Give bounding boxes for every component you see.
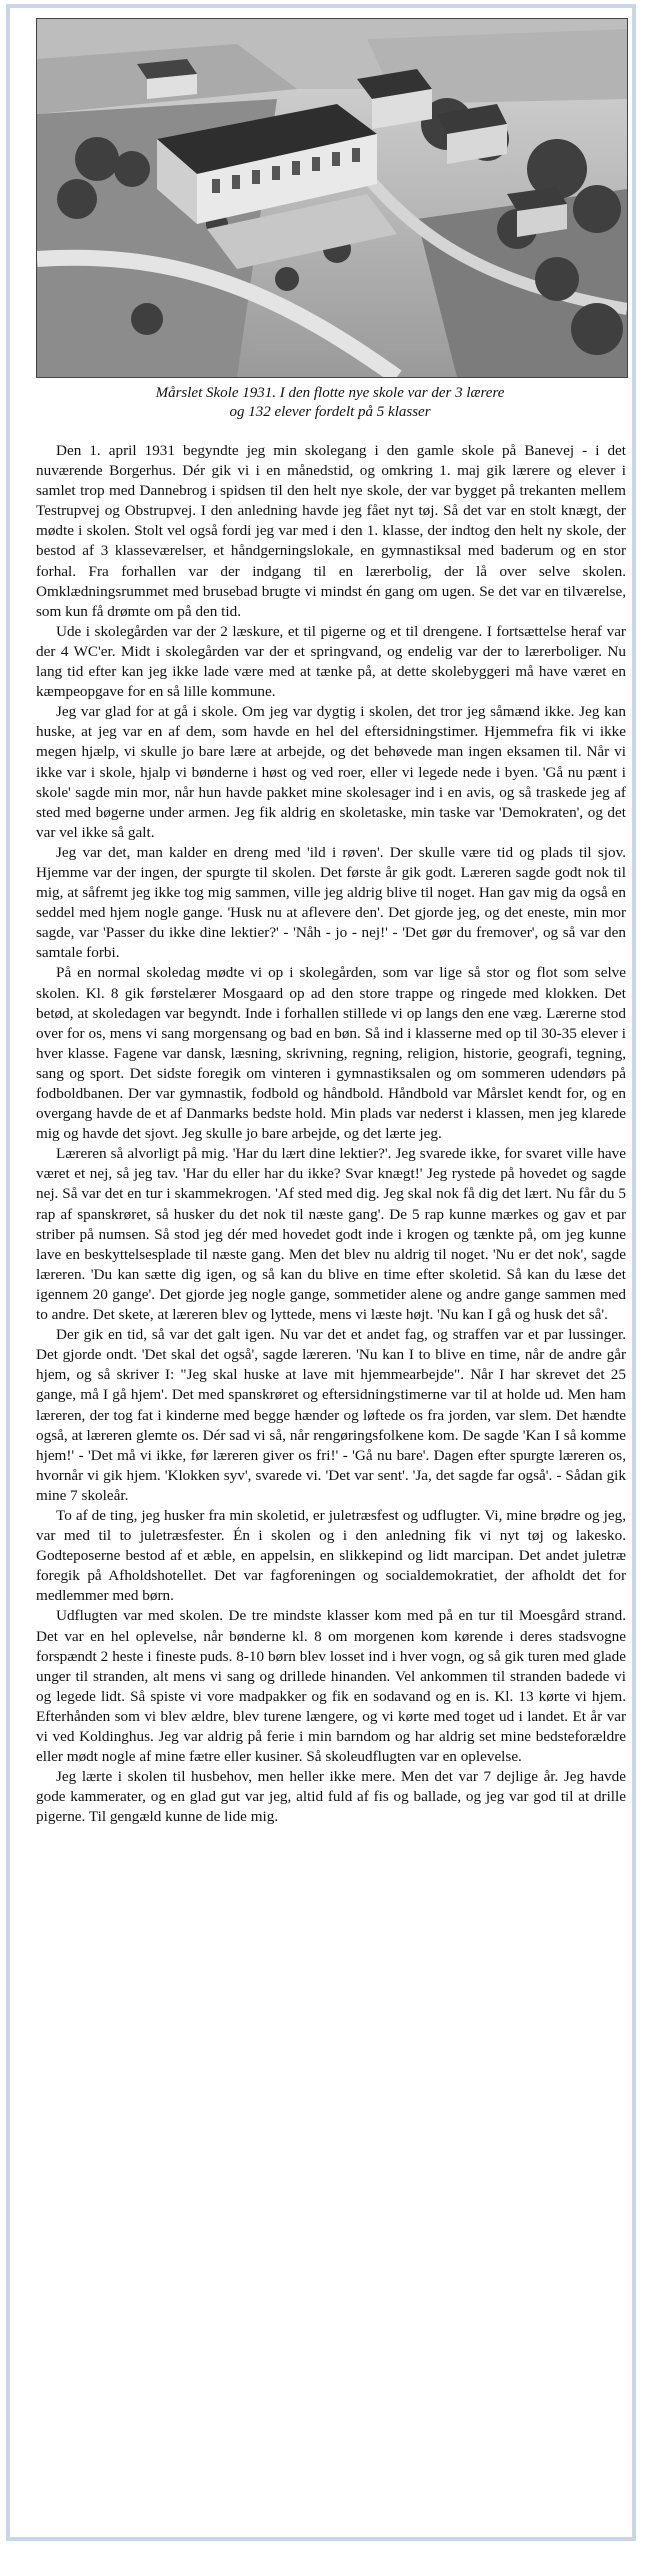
school-aerial-photo	[36, 18, 628, 378]
paragraph: På en normal skoledag mødte vi op i skolegården, som var lige så stor og flot som selve skolen. Kl. 8 gik førstelærer Mosgaard op ad den store trappe og ringede med klokken. Det betød, at skoledagen var begyndt. Inde i forhallen stillede vi op langs den ene væg. Lærerne stod over for os, mens vi sang morgensang og bad en bøn. Så ind i klasserne med op til 30-35 elever i hver klasse. Fagene var dansk, læsning, skrivning, regning, religion, historie, geografi, tegning, sang og sport. Det sidste foregik om vinteren i gymnastiksalen og om sommeren udendørs på fodboldbanen. Der var gymnastik, fodbold og håndbold. Håndbold var Mårslet kendt for, og en overgang havde de et af Danmarks bedste hold. Min plads var nederst i klassen, men jeg klarede mig og havde det sjovt. Jeg skulle jo bare arbejde, og det lærte jeg.	[36, 964, 626, 1143]
caption-line-1: Mårslet Skole 1931. I den flotte nye skole var der 3 lærere	[155, 385, 505, 401]
article-frame	[6, 4, 636, 2541]
paragraph: Jeg var glad for at gå i skole. Om jeg var dygtig i skolen, det tror jeg såmænd ikke. Jeg kan huske, at jeg var en af dem, som havde en hel del eftersidningstimer. Hjemmefra fik vi ikke megen hjælp, vi skulle jo bare lære at arbejde, og det behøvede man ingen eksamen til. Når vi ikke var i skole, hjalp vi bønderne i høst og ved roer, eller vi legede nede i byen. 'Gå nu pænt i skole' sagde min mor, når hun havde pakket mine skolesager ind i en avis, og så traskede jeg af sted med bøgerne under armen. Jeg fik aldrig en skoletaske, min taske var 'Demokraten', og det var vel ikke så galt.	[36, 703, 626, 841]
paragraph: Ude i skolegården var der 2 læskure, et til pigerne og et til drengene. I fortsættelse heraf var der 4 WC'er. Midt i skolegården var der et springvand, og endelig var der to lærerboliger. Nu lang tid efter kan jeg ikke lade være med at tænke på, at dette skolebyggeri må have været en kæmpeopgave for en så lille kommune.	[36, 622, 626, 701]
paragraph: Der gik en tid, så var det galt igen. Nu var det et andet fag, og straffen var et par lussinger. Det gjorde ondt. 'Det skal det også', sagde læreren. 'Nu kan I to blive en time, når de andre går hjem, og så skriver I: "Jeg skal huske at lave mit hjemmearbejde". Når I har skrevet det 25 gange, må I gå hjem'. Det med spanskrøret og eftersidningstimerne var til at holde ud. Men ham læreren, der tog fat i kinderne med begge hænder og løftede os fra jorden, var slem. Det hændte også, at læreren glemte os. Dér sad vi så, når rengøringsfolkene kom. De sagde 'Kan I så komme hjem!' - 'Det må vi ikke, før læreren giver os fri!' - 'Gå nu bare'. Dagen efter spurgte læreren os, hvornår vi gik hjem. 'Klokken syv', svarede vi. 'Det var sent'. 'Ja, det sagde far også'. - Sådan gik mine 7 skoleår.	[36, 1326, 626, 1504]
aerial-photo-icon	[37, 19, 627, 377]
paragraph: Jeg lærte i skolen til husbehov, men heller ikke mere. Men det var 7 dejlige år. Jeg havde gode kammerater, og en glad gut var jeg, altid fuld af fis og ballade, og jeg var god til at drille pigerne. Til gengæld kunne de lide mig.	[36, 1768, 626, 1826]
paragraph: Jeg var det, man kalder en dreng med 'ild i røven'. Der skulle være tid og plads til sjov. Hjemme var der ingen, der spurgte til skolen. Det første år gik godt. Læreren sagde godt nok til mig, at såfremt jeg ikke tog mig sammen, ville jeg aldrig blive til noget. Han gav mig da også en seddel med hjem nogle gange. 'Husk nu at aflevere den'. Det gjorde jeg, og det eneste, min mor sagde, var 'Passer du ikke dine lektier?' - 'Nåh - jo - nej!' - 'Det gør du fremover', og så var den samtale forbi.	[36, 843, 626, 962]
paragraph: Den 1. april 1931 begyndte jeg min skolegang i den gamle skole på Banevej - i det nuværende Borgerhus. Dér gik vi i en månedstid, og omkring 1. maj gik lærere og elever i samlet trop med Dannebrog i spidsen til den helt nye skole, der var bygget på trekanten mellem Testrupvej og Obstrupvej. I den anledning havde jeg fået nyt tøj. Så det var en stolt knægt, der mødte i skolen. Stolt vel også fordi jeg var med i den 1. klasse, der indtog den helt ny skole, der bestod af 3 klasseværelser, et håndgerningslokale, en gymnastiksal med baderum og en stor forhal. Fra forhallen var der indgang til en lærerbolig, der lå over selve skolen. Omklædningsrummet med brusebad brugte vi mindst én gang om ugen. Se det var en tilværelse, som kun få drømte om på den tid.	[36, 442, 626, 620]
paragraph: Læreren så alvorligt på mig. 'Har du lært dine lektier?'. Jeg svarede ikke, for svaret ville have været et nej, så jeg tav. 'Har du eller har du ikke? Svar knægt!' Jeg rystede på hovedet og sagde nej. Så var det en tur i skammekrogen. 'Af sted med dig. Jeg skal nok få dig det lært. Nu får du 5 rap af spanskrøret, så husker du det nok til næste gang'. De 5 rap kunne mærkes og gav et par striber på numsen. Så stod jeg dér med hovedet godt inde i krogen og tænkte på, om jeg kunne lave en beskyttelsesplade til næste gang. Men det blev nu aldrig til noget. 'Nu er det nok', sagde læreren. 'Du kan sætte dig igen, og så kan du blive en time efter skoletid. Så kan du læse det igennem 20 gange'. Det gjorde jeg nogle gange, sommetider alene og andre gange sammen med to andre. Det skete, at læreren blev og lyttede, mens vi læste højt. 'Nu kan I gå og husk det så'.	[36, 1145, 626, 1324]
paragraph: To af de ting, jeg husker fra min skoletid, er juletræsfest og udflugter. Vi, mine brødre og jeg, var med til to juletræsfester. Én i skolen og i den anledning fik vi nyt tøj og lakesko. Godteposerne bestod af et æble, en appelsin, en slikkepind og lidt marcipan. Det andet juletræ foregik på Afholdshotellet. Det var fagforeningen og socialdemokratiet, der afholdt det for medlemmer med børn.	[36, 1506, 626, 1605]
paragraph: Udflugten var med skolen. De tre mindste klasser kom med på en tur til Moesgård strand. Det var en hel oplevelse, når bønderne kl. 8 om morgenen kom kørende i deres stadsvogne forspændt 2 heste i fineste puds. 8-10 børn blev losset ind i hver vogn, og så gik turen med glade unger til stranden, alt mens vi sang og drillede hinanden. Vel ankommen til stranden badede vi og legede lidt. Så spiste vi vore madpakker og fik en sodavand og en is. Kl. 13 kørte vi hjem. Efterhånden som vi blev ældre, blev turene længere, og vi kørte med toget ud i landet. Et år var vi ved Koldinghus. Jeg var aldrig på ferie i min barndom og har aldrig set mine bedsteforældre eller mødt nogle af mine fætre eller kusiner. Så skoleudflugten var en oplevelse.	[36, 1607, 626, 1766]
article-body	[36, 441, 626, 1827]
photo-caption	[30, 384, 630, 422]
caption-line-2: og 132 elever fordelt på 5 klasser	[229, 404, 431, 420]
